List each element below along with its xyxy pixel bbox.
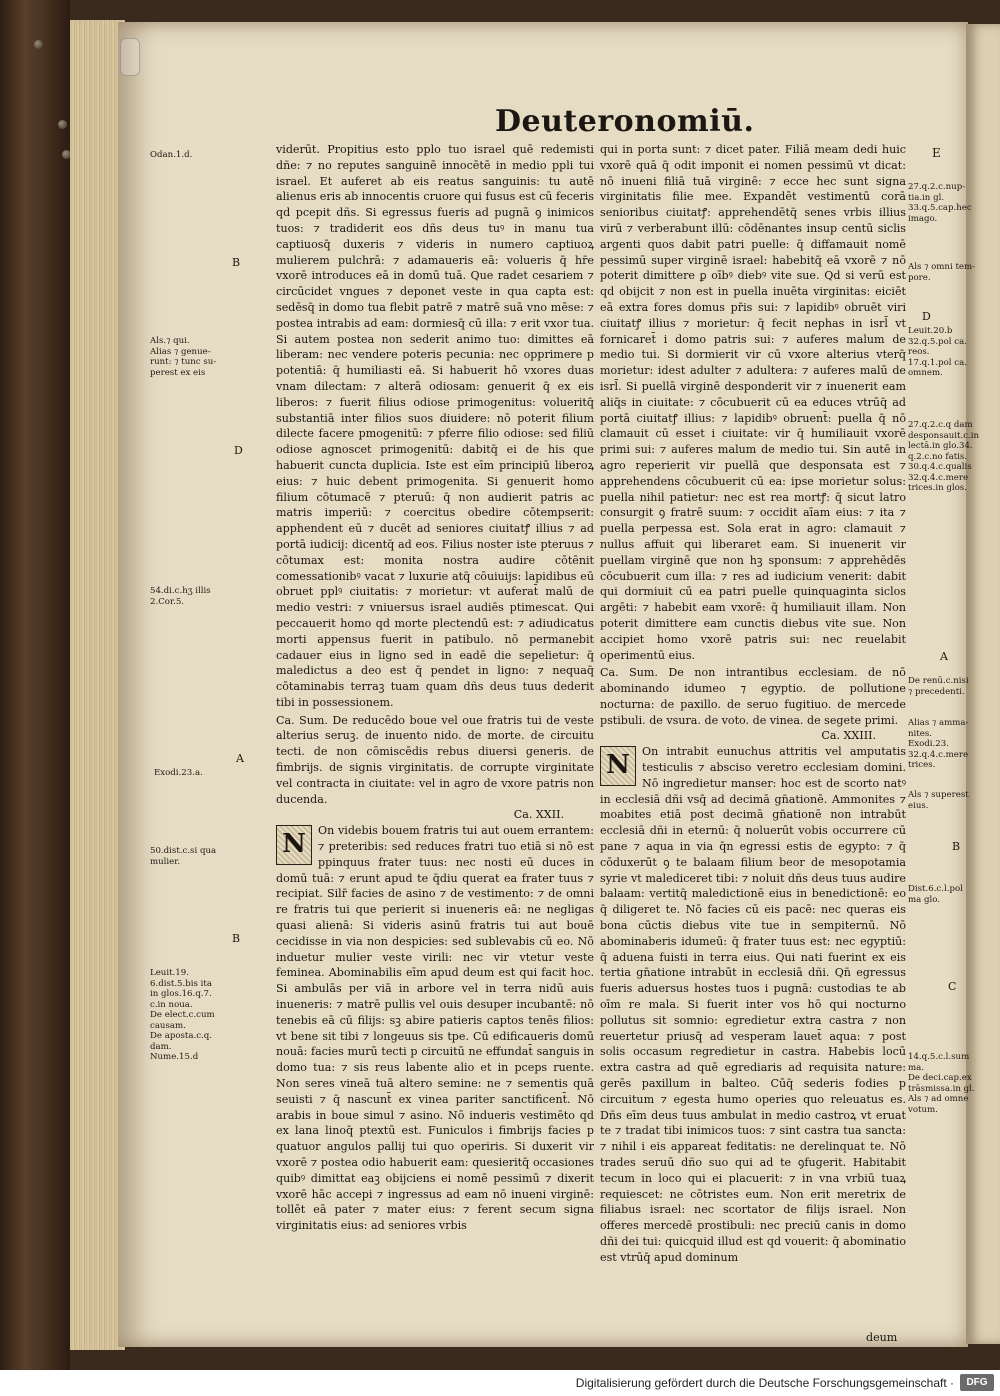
decorated-initial: N — [600, 746, 636, 786]
margin-note: 27.q.2.c.q dam desponsauit.c.in lectā.in glo.34. q.2.c.no fatis. 30.q.4.c.qualis 32.q.4.c.mere trices.in glos. — [908, 420, 980, 493]
text-paragraph: On intrabit eunuchus attritis vel amputatis testiculis ⁊ absciso veretro ecclesiam domini. Nō ingredietur manser: hoc est de scorto natꝰ in ecclesiā dñi vsq̄ ad decimā gn̄ationē. Ammonites ⁊ moabites etiā post decimā gn̄ationē non intrabūt ecclesiā dñi in eternū: q̄ noluerūt vobis occurrere cū pane ⁊ aqua in via q̄n egressi estis de egypto: ⁊ q̄ cōduxerūt ꝯ te balaam filium beor de mesopotamia syrie vt malediceret tibi: ⁊ noluit dñs deus tuus audire balaam: vertitq̄ maledictionē eius in benedictionē: eo q̄ diligeret te. Nō facies cū eis pacē: nec queras eis bona cūctis diebus vite tue in sempiternū. Nō abominaberis idumeū: q̄ frater tuus est: nec egyptiū: q̄ aduena fuisti in terra eius. Qui nati fuerint ex eis tertia gn̄atione intrabūt in ecclesiā dñi. Qn̄ egressus fueris aduersus hostes tuos i pugnā: custodias te ab oīm re mala. Si fuerit inter vos hō qui nocturno pollutus sit somnio: egredietur extra castra ⁊ non reuertetur priusq̄ ad vesperam lauet̄ aqua: ⁊ post solis occasum regredietur in castra. Habebis locū extra castra ad quē egrediaris ad requisita nature: gerēs paxillum in balteo. Cūq̄ sederis fodies p circuitum ⁊ egesta humo operies quo releuatus es. Dñs eīm deus tuus ambulat in medio castroꝝ vt eruat te ⁊ tradat tibi inimicos tuos: ⁊ sint castra tua sancta: ⁊ nihil i eis appareat feditatis: ne derelinquat te. Nō trades seruū dño suo qui ad te ꝯfugerit. Habitabit tecum in loco qui ei placuerit: ⁊ in vna vrbiū tuaꝝ requiescet: ne cōtristes eum. Non erit meretrix de filiabus israel: nec scortator de filijs israel. Non offeres mercedē prostibuli: nec preciū canis in domo dñi dei tui: quicquid illud est qd vouerit: q̄ abominatio est vtrūq̄ apud dominum — [600, 745, 906, 1264]
running-title: Deuteronomiū. — [495, 104, 755, 139]
dfg-logo: DFG — [960, 1374, 994, 1391]
page-fore-edge — [70, 20, 125, 1350]
margin-note: De renū.c.nisi ⁊ precedenti. — [908, 676, 969, 697]
chapter-number: Ca. XXIII. — [821, 729, 876, 743]
margin-note: Odan.1.d. — [150, 150, 193, 160]
chapter-summary: Ca. Sum. De non intrantibus ecclesiam. de nō abominando idumeo ⁊ egyptio. de pollutione nocturna: de paxillo. de seruo fugitiuo. de mercede pstibuli. de vsura. de voto. de vinea. de segete primi. — [600, 666, 906, 727]
left-text-column — [276, 142, 594, 1312]
funding-notice: Digitalisierung gefördert durch die Deutsche Forschungsgemeinschaft · — [575, 1376, 954, 1390]
bookmark-ribbon — [120, 38, 140, 76]
margin-note: Exodi.23.a. — [154, 768, 203, 778]
catchword: deum — [866, 1331, 898, 1344]
margin-note: 50.dist.c.si qua mulier. — [150, 846, 217, 867]
margin-note: 14.q.5.c.l.sum ma. De deci.cap.ex trāsmissa.in gl. Als ⁊ ad omne votum. — [908, 1052, 975, 1115]
text-paragraph: viderūt. Propitius esto pplo tuo israel quē redemisti dñe: ⁊ no reputes sanguinē innocētē in medio ppli tui israel. Et auferet ab eis reatus sanguinis: tu autē alienus eris ab innocentis cruore qui fusus est cū feceris qd pcepit dñs. Si egressus fueris ad pugnā ꝯ inimicos tuos: ⁊ tradiderit eos dñs deus tuꝰ in manu tua captiuosq̄ duxeris ⁊ videris in numero captiuoꝝ mulierem pulchrā: ⁊ adamaueris eā: volueris q̄ hr̄e vxorē introduces eā in domū tuā. Que radet cesariem ⁊ circūcidet vngues ⁊ deponet veste in qua capta est: sedēsq̄ in domo tua flebit patrē ⁊ matrē suā vno mēse: ⁊ postea intrabis ad eam: dormiesq̄ cū illa: ⁊ erit vxor tua. Si autem postea non sederit animo tuo: dimittes eā liberam: nec vendere poteris pecunia: nec opprimere p potentiā: q̄ humiliasti eā. Si habuerit hō vxores duas vnam dilectam: ⁊ alterā odiosam: genuerit q̄ ex eis liberos: ⁊ fuerit filius odiose primogenitus: volueritq̄ substantiā inter filios suos diuidere: nō poterit filium dilecte facere pmogenitū: ⁊ pferre filio odiose: sed filiū odiose agnoscet primogenitū: dabitq̄ ei de his que habuerit cuncta duplicia. Iste est eīm principiū liberoꝝ eius: ⁊ huic debent primogenita. Si genuerit homo filium cōtumacē ⁊ pteruū: q̄ non audierit patris ac matris imperiū: ⁊ coercitus obedire cōtempserit: apphendent eū ⁊ ducēt ad seniores ciuitatꝭ illius ⁊ ad portā iudicij: dicentq̄ ad eos. Filius noster iste pteruus ⁊ cōtumax est: monita nostra audire cōtēnit comessationibꝰ vacat ⁊ luxurie atq̄ cōuiuijs: lapidibus eū obruet pplꝰ ciuitatis: ⁊ morietur: vt auferat̄ malū de medio vestri: ⁊ vniuersus israel audiēs ptimescat. Qui peccauerit homo qd morte plectendū est: ⁊ adiudicatus morti appensus fuerit in patibulo. nō permanebit cadauer eius in ligno sed in eadē die sepelietur: q̄ maledictus a deo est q̄ pendet in ligno: ⁊ nequaq̄ cōtaminabis terraꝫ tuam quam dñs deus tuus dederit tibi in possessionem. — [276, 143, 594, 709]
margin-note: Dist.6.c.l.pol ma glo. — [908, 884, 963, 905]
leather-binding — [0, 0, 70, 1370]
text-paragraph: qui in porta sunt: ⁊ dicet pater. Filiā meam dedi huic vxorē quā q̄ odit imponit ei nomen pessimū vt dicat: nō inueni filiā tuā virginē: ⁊ ecce hec sunt signa virginitatis filie mee. Expandēt vestimentū corā senioribus ciuitatꝭ: apprehendētq̄ senes vrbis illius virū ⁊ verberabunt illū: cōdēnantes insup centū siclis argenti quos dabit patri puelle: q̄ diffamauit nomē pessimū super virginē israel: habebitq̄ eā vxorē ⁊ nō poterit dimittere ꝑ oībꝰ diebꝰ vite sue. Qd si verū est qd obijcit ⁊ non est in puella inuēta virginitas: eiciēt eā extra fores domus pr̄is sui: ⁊ lapidibꝰ obruēt viri ciuitatꝭ illius ⁊ morietur: q̄ fecit nephas in isrl̄ vt fornicaret̄ i domo patris sui: ⁊ auferes malum de medio tui. Si dormierit vir cū vxore alterius vterq̄ morietur: idest adulter ⁊ adultera: ⁊ auferes malū de isrl̄. Si puellā virginē desponderit vir ⁊ inuenerit eam aliq̄s in ciuitate: ⁊ cōcubuerit cū ea educes vtrūq̄ ad portā ciuitatꝭ illius: ⁊ lapidibꝰ obruent̄: puella q̄ nō clamauit cū esset i ciuitate: vir q̄ humiliauit vxorē primi sui: ⁊ auferes malum de medio tui. Sin autē in agro reperierit vir puellā que desponsata est ⁊ apprehendens cōcubuerit cū ea: ipse morietur solus: puella nihil patietur: nec est rea mortꝭ: q̄ sicut latro consurgit ꝯ fratrē suum: ⁊ occidit aīam eius: ⁊ ita ⁊ puella perpessa est. Sola erat in agro: clamauit ⁊ nullus affuit qui liberaret eam. Si inuenerit vir puellam virginē que non hꝫ sponsum: ⁊ apprehēdēs cōcubuerit cum illa: ⁊ res ad iudicium venerit: dabit qui dormiuit cū ea patri puelle quinquaginta siclos argēti: ⁊ habebit eam vxorē: q̄ humiliauit illam. Non poterit dimittere eam cunctis diebus vite sue. Non accipiet homo vxorē patris sui: nec reuelabit operimentū eius. — [600, 143, 906, 662]
margin-note: Leuit.19. 6.dist.5.bis ita in glos.16.q.7. c.in noua. De elect.c.cum causam. De aposta.c.q. dam. Nume.15.d — [150, 968, 215, 1062]
margin-section-letter: A — [236, 752, 244, 765]
margin-section-letter: C — [948, 980, 957, 993]
right-text-column — [600, 142, 906, 1338]
chapter-number: Ca. XXII. — [513, 808, 564, 822]
margin-note: 27.q.2.c.nup- tia.in gl. 33.q.5.cap.hec imago. — [908, 182, 972, 224]
chapter-summary: Ca. Sum. De reducēdo boue vel oue fratris tui de veste alterius seruꝫ. de inuento nido. de morte. de circuitu tecti. de non cōmiscēdis rebus diuersi generis. de fimbrijs. de signis virginitatis. de corrupte virginitate vel contracta in ciuitate: vel in agro de vxore patris non ducenda. — [276, 713, 594, 806]
margin-section-letter: A — [940, 650, 948, 663]
margin-section-letter: B — [232, 932, 241, 945]
binding-nail — [58, 120, 67, 129]
decorated-initial: N — [276, 825, 312, 865]
margin-note: 54.di.c.hʒ illis 2.Cor.5. — [150, 586, 211, 607]
text-paragraph: On videbis bouem fratris tui aut ouem errantem: ⁊ preteribis: sed reduces fratri tuo etiā si nō est ppinquus frater tuus: nec nosti eū duces in domū tuā: ⁊ erunt apud te q̄diu querat ea frater tuus ⁊ recipiat. Silr̄ facies de asino ⁊ de vestimento: ⁊ de omni re fratris tui que perierit si inueneris eā: ne negligas quasi alienā: Si videris asinū fratris tui aut bouē cecidisse in via non despicies: sed sublevabis cū eo. Nō induetur mulier veste virili: nec vir vtetur veste feminea. Abominabilis eīm apud deum est qui facit hoc. Si ambulās per viā in arbore vel in terra nidū auis inueneris: ⁊ matrē pullis vel ouis desuper incubantē: nō tenebis eā cū filijs: sꝫ abire patieris captos tenēs filios: vt bene sit tibi ⁊ longeuus sis tpe. Cū edificaueris domū nouā: facies murū tecti p circuitū ne effundat̄ sanguis in domo tua: ⁊ sis reus labente alio et in pceps ruente. Non seres vineā tuā altero semine: ne ⁊ sementis quā seuisti ⁊ q̄ nascunt̄ ex vinea pariter sanctificent̄. Nō arabis in boue simul ⁊ asino. Nō indueris vestimēto qd ex lana linoq̄ ptextū est. Funiculos i fimbrijs facies p quatuor angulos pallij tui quo operiris. Si duxerit vir vxorē ⁊ postea odio habuerit eam: quesieritq̄ occasiones quibꝰ dimittat eaꝫ obijciens ei nomē pessimū ⁊ dixerit vxorē hāc accepi ⁊ ingressus ad eam nō inueni virginē: tollēt eā pater ⁊ mater eius: ⁊ ferent secum signa virginitatis eius: ad seniores vrbis — [276, 824, 594, 1233]
margin-section-letter: B — [232, 256, 241, 269]
margin-note: Als.⁊ qui. Alias ⁊ genue- runt: ⁊ tunc su- perest ex eis — [150, 336, 217, 378]
margin-section-letter: D — [922, 310, 931, 323]
binding-nail — [34, 40, 43, 49]
margin-note: Als ⁊ omni tem- pore. — [908, 262, 976, 283]
attribution-footer — [0, 1370, 1000, 1396]
margin-note: Leuit.20.b 32.q.5.pol ca. reos. 17.q.1.pol ca. omnem. — [908, 326, 967, 378]
margin-section-letter: D — [234, 444, 243, 457]
margin-note: Alias ⁊ amma- nites. Exodi.23. 32.q.4.c.mere trices. — [908, 718, 969, 770]
margin-section-letter: B — [952, 840, 961, 853]
folio-letter: E — [932, 146, 941, 160]
margin-note: Als ⁊ superest eius. — [908, 790, 969, 811]
